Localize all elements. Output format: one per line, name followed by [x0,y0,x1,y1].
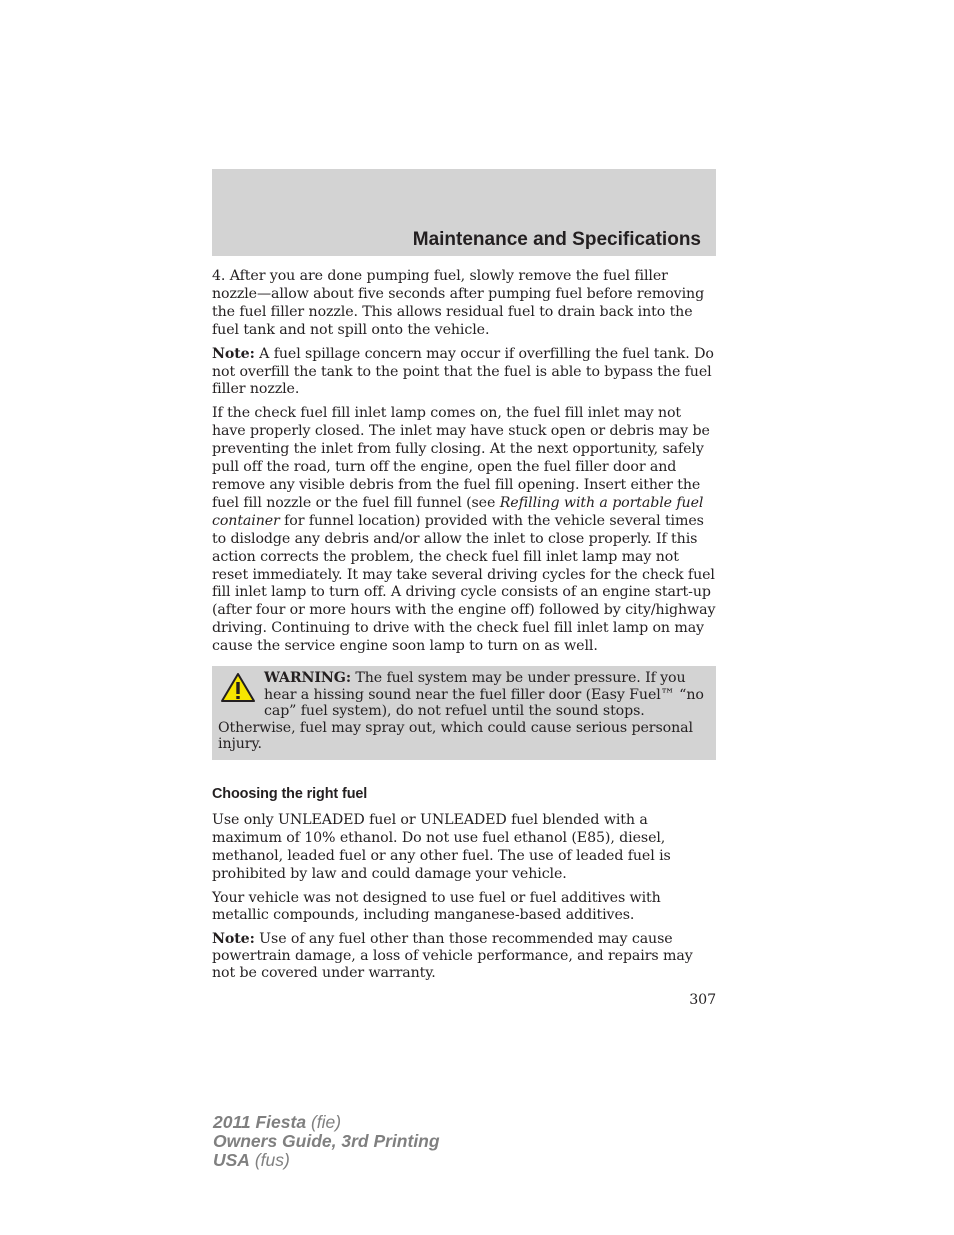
note-paragraph [212,346,716,400]
footer-model-code: (fie) [306,1112,342,1132]
footer-line-model [213,1113,440,1132]
warning-label: WARNING: [264,670,351,687]
additives-paragraph: Your vehicle was not designed to use fuel or fuel additives with metallic compounds, including manganese-based additives. [212,889,661,924]
note-paragraph-2 [212,931,716,981]
section-title: Maintenance and Specifications [412,229,701,250]
footer-line-guide [213,1132,440,1151]
footer-line-market [213,1151,440,1170]
page-number: 307 [689,992,716,1009]
warning-text: The fuel system may be under pressure. If you hear a hissing sound near the fuel filler door (Easy Fuel™ “no cap” fuel system), do not refuel until the sound stops. Otherwise, fuel may spray out, which could cause serious personal injury. [218,670,704,753]
note-label: Note: [212,345,255,362]
inlet-text-part2: for funnel location) provided with the vehicle several times to dislodge any debris and/or allow the inlet to close properly. If this action corrects the problem, the check fuel fill inlet lamp may not reset immediately. It may take several driving cycles for the check fuel fill inlet lamp to turn off. A driving cycle consists of an engine start-up (after four or more hours with the engine off) followed by city/highway driving. Continuing to drive with the check fuel fill inlet lamp on may cause the service engine soon lamp to turn on as well. [212,512,716,655]
note-text: A fuel spillage concern may occur if overfilling the fuel tank. Do not overfill the tank to the point that the fuel is able to bypass the fuel filler nozzle. [212,345,714,398]
fuel-type-paragraph: Use only UNLEADED fuel or UNLEADED fuel blended with a maximum of 10% ethanol. Do not use fuel ethanol (E85), diesel, methanol, leaded fuel or any other fuel. The use of leaded fuel is prohibited by law and could damage your vehicle. [212,811,671,882]
footer-model: 2011 Fiesta [213,1112,307,1132]
section-heading: Choosing the right fuel [212,786,368,802]
footer-guide: Owners Guide, 3rd Printing [213,1131,440,1151]
page-content [212,268,716,1010]
step-4-paragraph: 4. After you are done pumping fuel, slowly remove the fuel filler nozzle—allow about five seconds after pumping fuel before removing the fuel filler nozzle. This allows residual fuel to drain back into the fuel tank and not spill onto the vehicle. [212,268,705,338]
footer [213,1113,440,1170]
footer-market: USA [213,1150,250,1170]
note-label-2: Note: [212,931,255,948]
inlet-text-part1: If the check fuel fill inlet lamp comes on, the fuel fill inlet may not have properly closed. The inlet may have stuck open or debris may be preventing the inlet from fully closing. At the next opportunity, safely pull off the road, turn off the engine, open the fuel filler door and remove any visible debris from the fuel fill opening. Insert either the fuel fill nozzle or the fuel fill funnel (see [212,405,710,511]
inlet-lamp-paragraph [212,405,716,656]
warning-box [212,666,716,760]
warning-triangle-icon [220,672,256,704]
footer-market-code: (fus) [249,1150,290,1170]
note-text-2: Use of any fuel other than those recommended may cause powertrain damage, a loss of vehicle performance, and repairs may not be covered under warranty. [212,931,693,981]
section-header-band [212,169,716,256]
cross-reference-link[interactable]: Refilling with a portable fuel container [212,494,704,529]
